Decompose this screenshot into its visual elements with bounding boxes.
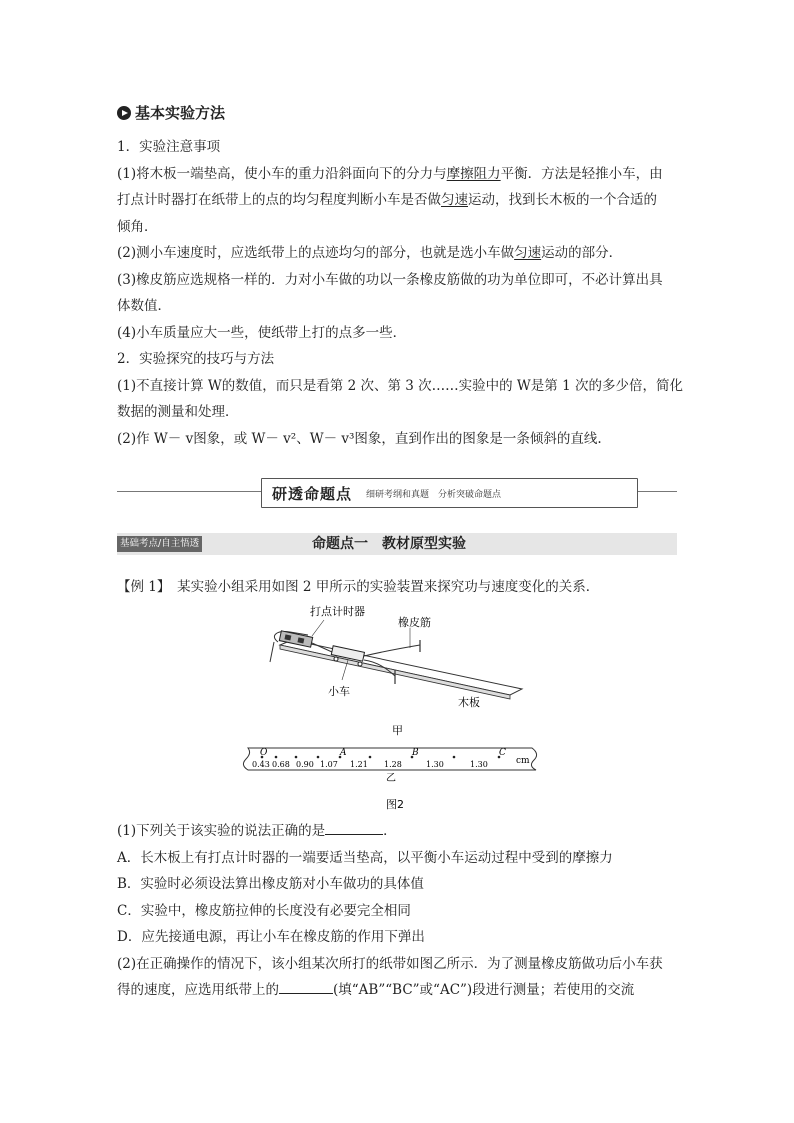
label-yi: 乙 (386, 773, 396, 784)
questions (117, 818, 677, 1004)
note-1-line-3: 倾角． (117, 218, 158, 235)
topic-bar (117, 533, 677, 555)
tape-value: 1.28 (384, 760, 402, 769)
banner-title: 研透命题点 (272, 484, 353, 503)
label-cart: 小车 (328, 685, 350, 698)
answer-blank-1[interactable] (325, 821, 383, 835)
tape-value: 1.30 (470, 760, 488, 769)
tape-letter-c: C (499, 748, 506, 758)
option-d: D．应先接通电源，再让小车在橡皮筋的作用下弹出 (117, 929, 425, 945)
tip-1-line-1: (1)不直接计算 W的数值，而只是看第 2 次、第 3 次……实验中的 W是第 1 次的多少倍，简化 (117, 377, 683, 394)
tape-value: 1.21 (350, 760, 368, 769)
tip-2: (2)作 W－ v图象，或 W－ v²、W－ v³图象，直到作出的图象是一条倾斜的直线. (117, 430, 602, 447)
question-1 (117, 818, 677, 845)
example-1: 【例 1】 某实验小组采用如图 2 甲所示的实验装置来探究功与速度变化的关系． (117, 579, 600, 595)
answer-underlined: 匀速 (441, 192, 468, 208)
tape-letter-b: B (412, 748, 419, 758)
question-text: (填“AB”“BC”或“AC”)段进行测量；若使用的交流 (333, 982, 635, 998)
figure-2 (240, 600, 550, 815)
section-banner (117, 478, 677, 508)
tape-letter-o: O (260, 748, 268, 758)
question-text: (1)下列关于该实验的说法正确的是 (117, 823, 326, 839)
basic-method-section (117, 96, 683, 452)
tape-diagram (243, 748, 536, 811)
topic-tag: 基础考点/自主悟透 (117, 536, 202, 552)
section-title: 基本实验方法 (135, 104, 226, 122)
note-3-line-2: 体数值． (117, 298, 171, 314)
answer-underlined: 匀速 (514, 245, 542, 261)
question-2-line-1: (2)在正确操作的情况下，该小组某次所打的纸带如图乙所示．为了测量橡皮筋做功后小车获 (117, 955, 663, 972)
support-leg (270, 642, 274, 662)
note-2 (117, 240, 677, 267)
banner-box (261, 478, 638, 508)
label-timer: 打点计时器 (310, 605, 365, 618)
figure-caption: 图2 (386, 798, 404, 811)
note-3-line-1: (3)橡皮筋应选规格一样的．力对小车做的功以一条橡皮筋做的功为单位即可，不必计算出具 (117, 271, 663, 288)
answer-underlined: 摩擦阻力 (446, 165, 501, 182)
tape-dot (453, 756, 456, 759)
tape-dot (295, 756, 298, 759)
tape-dot (275, 756, 278, 759)
notes-heading-1: 1．实验注意事项 (117, 139, 221, 155)
section-heading (117, 96, 677, 130)
label-band: 橡皮筋 (398, 616, 431, 629)
tape-letter-a: A (340, 748, 347, 758)
tape-dot (317, 756, 320, 759)
notes-heading-2: 2．实验探究的技巧与方法 (117, 351, 275, 367)
note-1-line-2 (117, 187, 677, 214)
note-1-line-1 (117, 161, 677, 188)
apparatus-diagram (270, 604, 522, 737)
note-text: 平衡．方法是轻推小车，由 (500, 165, 663, 182)
option-c: C．实验中，橡皮筋拉伸的长度没有必要完全相同 (117, 902, 411, 919)
tape-value: 0.43 (252, 760, 270, 769)
option-b: B．实验时必须设法算出橡皮筋对小车做功的具体值 (117, 876, 424, 892)
play-triangle-icon (117, 106, 131, 120)
tape-value: 1.07 (320, 760, 338, 769)
answer-blank-2[interactable] (279, 980, 333, 994)
note-text: 运动，找到长木板的一个合适的 (468, 192, 657, 208)
question-2-line-2 (117, 977, 677, 1004)
tape-value: 1.30 (426, 760, 444, 769)
tape-value: 0.90 (296, 760, 314, 769)
label-jia: 甲 (392, 724, 403, 737)
question-text: 得的速度，应选用纸带上的 (117, 982, 279, 998)
note-text: (1)将木板一端垫高，使小车的重力沿斜面向下的分力与 (117, 165, 447, 182)
note-text: (2)测小车速度时，应选纸带上的点迹均匀的部分，也就是选小车做 (117, 245, 515, 261)
tape-dot (369, 756, 372, 759)
note-text: 打点计时器打在纸带上的点的均匀程度判断小车是否做 (117, 192, 441, 208)
banner-subtitle: 细研考纲和真题 分析突破命题点 (366, 489, 502, 500)
note-text: 运动的部分． (541, 245, 623, 261)
label-board: 木板 (458, 696, 480, 709)
leader-line-timer (312, 620, 324, 636)
topic-title: 命题点一 教材原型实验 (312, 536, 466, 552)
question-text: ． (383, 823, 397, 839)
cart-wheel (358, 662, 362, 666)
note-4: (4)小车质量应大一些，使纸带上打的点多一些． (117, 324, 407, 341)
tape-value: 0.68 (272, 760, 290, 769)
tip-1-line-2: 数据的测量和处理． (117, 404, 239, 420)
tape-unit: cm (516, 756, 530, 766)
cart-wheel (334, 657, 338, 661)
option-a: A．长木板上有打点计时器的一端要适当垫高，以平衡小车运动过程中受到的摩擦力 (117, 849, 613, 866)
